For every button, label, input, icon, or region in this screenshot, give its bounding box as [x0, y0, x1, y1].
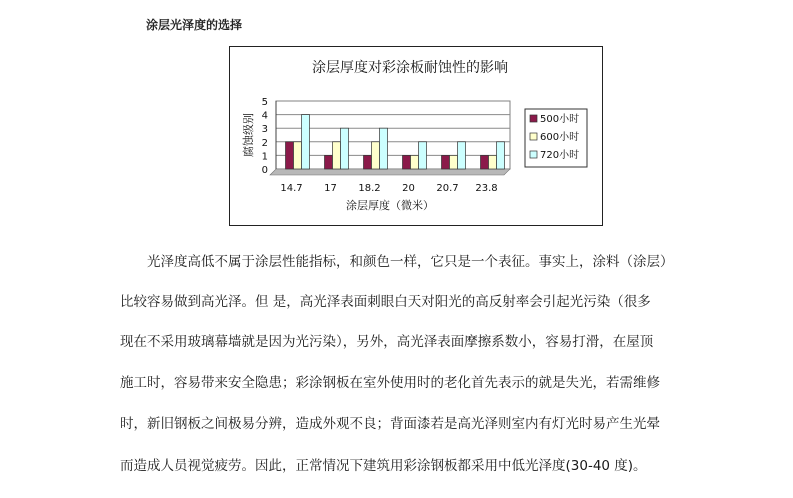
legend-label: 600小时: [540, 132, 580, 143]
bar: [497, 142, 505, 169]
bar: [364, 155, 372, 169]
paragraph-line: 而造成人员视觉疲劳。因此，正常情况下建筑用彩涂钢板都采用中低光泽度(30-40 度)。: [120, 458, 647, 474]
paragraph-line: 现在不采用玻璃幕墙就是因为光污染），另外，高光泽表面摩擦系数小，容易打滑，在屋顶: [120, 334, 654, 350]
paragraph-line: 比较容易做到高光泽。但 是，高光泽表面刺眼白天对阳光的高反射率会引起光污染（很多: [120, 294, 651, 310]
x-tick-label: 20.7: [436, 183, 459, 194]
y-tick-label: 4: [261, 110, 268, 122]
y-tick-label: 3: [261, 124, 268, 136]
bar: [481, 155, 489, 169]
plot-area: [262, 97, 510, 194]
y-tick-label: 1: [261, 151, 268, 163]
x-tick-label: 14.7: [280, 183, 303, 194]
legend-swatch: [530, 151, 537, 158]
legend-swatch: [530, 133, 537, 140]
plot-background: [276, 101, 510, 169]
y-tick-label: 2: [261, 137, 268, 149]
bar: [458, 142, 466, 169]
y-tick-label: 0: [261, 165, 268, 176]
bar: [380, 128, 388, 169]
x-axis-label: 涂层厚度（微米）: [346, 199, 434, 212]
chart-floor: [270, 169, 510, 175]
paragraph-line: 光泽度高低不属于涂层性能指标，和颜色一样，它只是一个表征。事实上，涂料（涂层）: [147, 254, 674, 270]
bar: [294, 142, 302, 169]
bar: [489, 155, 497, 169]
bar: [341, 128, 349, 169]
x-tick-label: 20: [402, 183, 415, 194]
bar: [419, 142, 427, 169]
chart-figure: [229, 46, 603, 226]
bar: [372, 142, 380, 169]
chart-legend: [525, 109, 587, 167]
paragraph-line: 时，新旧钢板之间极易分辨，造成外观不良；背面漆若是高光泽则室内有灯光时易产生光晕: [120, 416, 660, 432]
bar: [450, 155, 458, 169]
x-tick-label: 23.8: [475, 183, 498, 194]
bar: [411, 155, 419, 169]
y-tick-label: 5: [261, 97, 268, 108]
y-axis-label: 腐蚀级别: [242, 113, 255, 157]
legend-swatch: [530, 115, 537, 122]
bar: [442, 155, 450, 169]
bar: [333, 142, 341, 169]
paragraph-line: 施工时，容易带来安全隐患；彩涂钢板在室外使用时的老化首先表示的就是失光，若需维修: [120, 375, 660, 391]
bar: [403, 155, 411, 169]
bar: [302, 115, 310, 169]
bar: [325, 155, 333, 169]
section-title: 涂层光泽度的选择: [146, 18, 243, 32]
chart-title: 涂层厚度对彩涂板耐蚀性的影响: [312, 60, 508, 76]
bar-chart: [230, 47, 602, 225]
bar: [286, 142, 294, 169]
legend-label: 500小时: [540, 114, 580, 125]
x-tick-label: 17: [324, 183, 337, 194]
x-tick-label: 18.2: [358, 183, 381, 194]
legend-label: 720小时: [540, 150, 580, 161]
